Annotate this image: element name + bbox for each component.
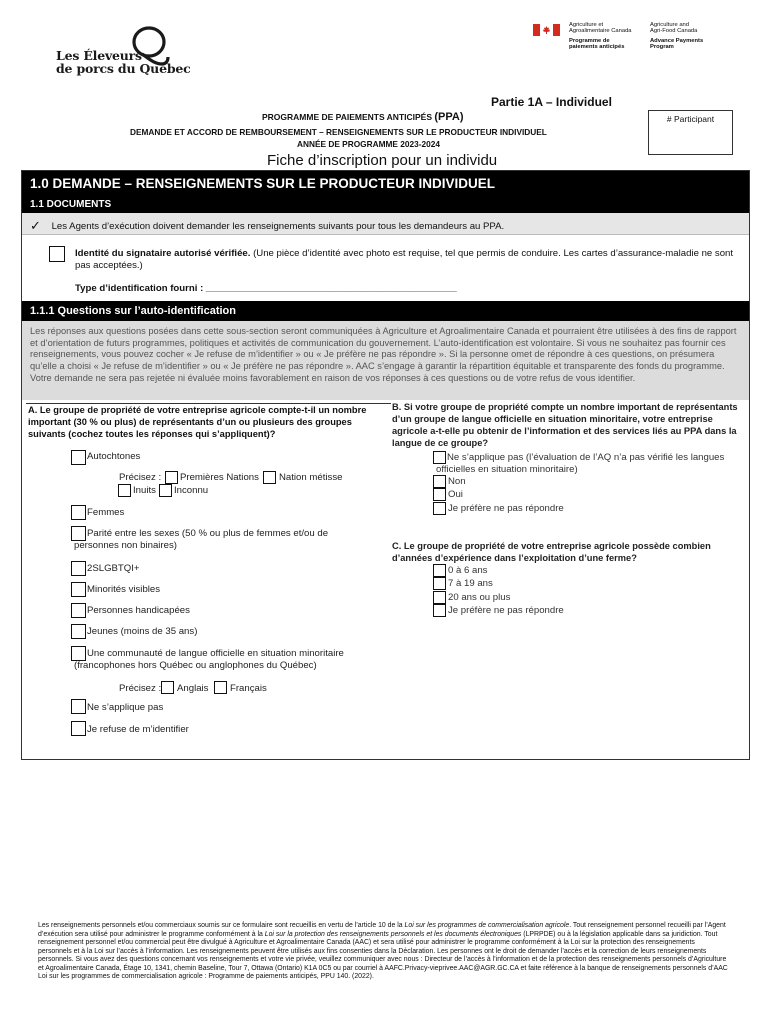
partie-title: Partie 1A – Individuel [491, 95, 612, 109]
label-communaute: Une communauté de langue officielle en situation minoritaire (francophones hors Québec ou anglophones du Québec) [74, 648, 344, 671]
label-2slgbtqi: 2SLGBTQI+ [87, 563, 140, 574]
label-c-0-6: 0 à 6 ans [448, 565, 488, 576]
checkbox-c-0-6[interactable] [433, 564, 446, 577]
privacy-law-2: Loi sur la protection des renseignements personnels et les documents électroniques [264, 930, 522, 938]
logo [56, 49, 191, 75]
identity-verified-rest: (Une pièce d’identité avec photo est requise, tel que permis de conduire. Les cartes d’assurance-maladie ne sont pas acceptées.) [75, 248, 734, 271]
documents-heading: 1.1 DOCUMENTS [22, 197, 749, 213]
checkbox-c-7-19[interactable] [433, 577, 446, 590]
id-type-field[interactable]: Type d’identification fourni : _______________________________________________ [75, 283, 457, 294]
checkmark-icon: ✓ [30, 218, 41, 233]
form-subtitle: Fiche d’inscription pour un individu [267, 152, 498, 169]
agents-text: Les Agents d’exécution doivent demander les renseignements suivants pour tous les demandeurs au PPA. [51, 221, 505, 232]
gov-fr-prog-2: paiements anticipés [569, 44, 625, 51]
checkbox-b-non[interactable] [433, 475, 446, 488]
question-c-title: C. Le groupe de propriété de votre entreprise agricole possède combien d’années d’expérience dans l’exploitation d’une ferme? [392, 541, 711, 563]
checkbox-handicapees[interactable] [71, 603, 86, 618]
checkbox-c-prefere[interactable] [433, 604, 446, 617]
label-handicapees: Personnes handicapées [87, 605, 190, 616]
checkbox-2slgbtqi[interactable] [71, 561, 86, 576]
checkbox-c-20-plus[interactable] [433, 591, 446, 604]
label-c-7-19: 7 à 19 ans [448, 578, 493, 589]
gov-french [569, 22, 632, 51]
participant-number-field[interactable] [648, 110, 733, 155]
label-premieres-nations: Premières Nations [180, 472, 259, 483]
checkbox-inconnu[interactable] [159, 484, 172, 497]
label-c-prefere: Je préfère ne pas répondre [448, 605, 564, 616]
label-jeunes: Jeunes (moins de 35 ans) [87, 626, 198, 637]
label-b-non: Non [448, 476, 466, 487]
self-identification-heading: 1.1.1 Questions sur l’auto-identification [22, 301, 749, 321]
gov-en-prog-1: Advance Payments [650, 37, 704, 44]
demande-title: DEMANDE ET ACCORD DE REMBOURSEMENT – RENSEIGNEMENTS SUR LE PRODUCTEUR INDIVIDUEL [130, 127, 547, 137]
canada-flag-icon [533, 24, 560, 36]
gov-english [650, 22, 703, 51]
program-title [262, 111, 464, 123]
label-b-ne-sapplique: Ne s’applique pas (l’évaluation de l’AQ n’a pas vérifié les langues officielles en situation minoritaire) [436, 452, 725, 475]
checkbox-minorites[interactable] [71, 582, 86, 597]
logo-line-1: Les Éleveurs [56, 48, 142, 63]
checkbox-anglais[interactable] [161, 681, 174, 694]
label-inuits: Inuits [133, 485, 156, 496]
gov-fr-prog-1: Programme de [569, 37, 610, 44]
label-autochtones: Autochtones [87, 451, 141, 462]
privacy-notice [38, 922, 728, 982]
label-anglais: Anglais [177, 683, 209, 694]
checkbox-jeunes[interactable] [71, 624, 86, 639]
label-inconnu: Inconnu [174, 485, 209, 496]
agents-instruction-row [22, 213, 749, 235]
privacy-law-1: Loi sur les programmes de commercialisation agricole [404, 922, 570, 929]
checkbox-femmes[interactable] [71, 505, 86, 520]
question-a-title: A. Le groupe de propriété de votre entreprise agricole compte-t-il un nombre important (30 % ou plus) de représentants d’un ou plusieurs des groupes suivants (cochez toutes les réponses qui s’appliquent)? [28, 405, 367, 439]
participant-label: # Participant [666, 114, 715, 124]
label-ne-sapplique-a: Ne s’applique pas [87, 702, 164, 713]
label-femmes: Femmes [87, 507, 125, 518]
program-title-text: PROGRAMME DE PAIEMENTS ANTICIPÉS [262, 112, 433, 122]
label-refuse: Je refuse de m’identifier [87, 724, 189, 735]
checkbox-nation-metisse[interactable] [263, 471, 276, 484]
identity-verified-bold: Identité du signataire autorisé vérifiée. [75, 248, 251, 259]
label-nation-metisse: Nation métisse [279, 472, 343, 483]
label-b-prefere: Je préfère ne pas répondre [448, 503, 564, 514]
checkbox-refuse[interactable] [71, 721, 86, 736]
gov-en-prog-2: Program [650, 44, 674, 51]
logo-line-2: de porcs du Québec [56, 61, 191, 76]
checkbox-autochtones[interactable] [71, 450, 86, 465]
label-minorites: Minorités visibles [87, 584, 161, 595]
label-precisez: Précisez : [119, 472, 162, 483]
label-precisez-langue: Précisez : [119, 683, 162, 694]
self-identification-paragraph: Les réponses aux questions posées dans cette sous-section seront communiquées à Agriculture et Agroalimentaire Canada et pourraient être utilisées à des fins de rapport et d’orientation de futurs programmes, politiques et activités de communication du gouvernement. L’auto-identification est volontaire. Si vous ne souhaitez pas fournir ces renseignements, vous pouvez cocher « Je refuse de m’identifier » ou « Je préfère ne pas répondre ». Si la personne omet de répondre à ces questions, on présumera qu’elle a choisi « Je refuse de m’identifier » ou « Je préfère ne pas répondre ». AAC s’engage à garantir la répartition équitable et transparente des fonds du programme. Votre demande ne sera pas rejetée ni évaluée moins favorablement en raison de vos réponses à ces questions ou de votre refus de vous identifier. [22, 321, 749, 400]
label-b-oui: Oui [448, 489, 463, 500]
checkbox-inuits[interactable] [118, 484, 131, 497]
checkbox-b-oui[interactable] [433, 488, 446, 501]
checkbox-premieres-nations[interactable] [165, 471, 178, 484]
label-francais: Français [230, 683, 267, 694]
checkbox-b-prefere[interactable] [433, 502, 446, 515]
privacy-part-3: (LPRPDE) ou à la législation applicable dans sa juridiction. Tout renseignement personnel et/ou commercial peut être divulgué à Agriculture et Agroalimentaire Canada (AAC) et sera utilisé pour administrer le programme conformément à la Loi sur la protection des renseignements personnels et à la Loi sur l’accès à l’information. Les renseignements peuvent être utilisés aux fins consenties dans la Déclaration. Les personnes ont le droit de demander l’accès et la correction de leurs renseignements personnels. Si vous avez des questions concernant vos renseignements et votre vie privée, veuillez communiquer avec nous : Directeur de l’accès à l’information et de la protection des renseignements personnels d’Agriculture et Agroalimentaire Canada, Étage 10, 1341, chemin Baseline, Tour 7, Ottawa (Ontario) K1A 0C5 ou par courriel à AAFC.Privacy-vieprivee.AAC@AGR.GC.CA et faite référence à la banque de renseignements personnels d’AAC Loi sur les programmes de commercialisation agricole : Programme de paiements anticipés, PPU 140. (2022). [38, 930, 728, 980]
gov-en-dept-1: Agriculture and [650, 22, 689, 28]
privacy-part-2: . Tout renseignement personnel recueilli par l’Agent d’exécution sera utilisé pour administrer le programme conformément à la [38, 922, 726, 938]
gov-fr-dept-2: Agroalimentaire Canada [569, 28, 632, 35]
gov-en-dept-2: Agri-Food Canada [650, 28, 698, 35]
gov-fr-dept-1: Agriculture et [569, 22, 604, 28]
checkbox-francais[interactable] [214, 681, 227, 694]
identity-verified-text [75, 248, 745, 272]
privacy-part-1: Les renseignements personnels et/ou commerciaux soumis sur ce formulaire sont recueillis en vertu de l’article 10 de la [38, 922, 405, 929]
program-year: ANNÉE DE PROGRAMME 2023-2024 [297, 139, 440, 149]
program-acronym: (PPA) [434, 111, 464, 123]
label-parite: Parité entre les sexes (50 % ou plus de femmes et/ou de personnes non binaires) [74, 528, 329, 551]
identity-verified-checkbox[interactable] [49, 246, 65, 262]
section-heading: 1.0 DEMANDE – RENSEIGNEMENTS SUR LE PRODUCTEUR INDIVIDUEL [22, 171, 749, 197]
label-c-20-plus: 20 ans ou plus [448, 592, 511, 603]
question-b-title: B. Si votre groupe de propriété compte un nombre important de représentants d’un groupe de langue officielle en situation minoritaire, votre entreprise agricole a-t-elle pu obtenir de l’information et des services liés au PPA dans la langue de ce groupe? [392, 402, 738, 448]
government-signature [533, 22, 733, 62]
checkbox-ne-sapplique-a[interactable] [71, 699, 86, 714]
